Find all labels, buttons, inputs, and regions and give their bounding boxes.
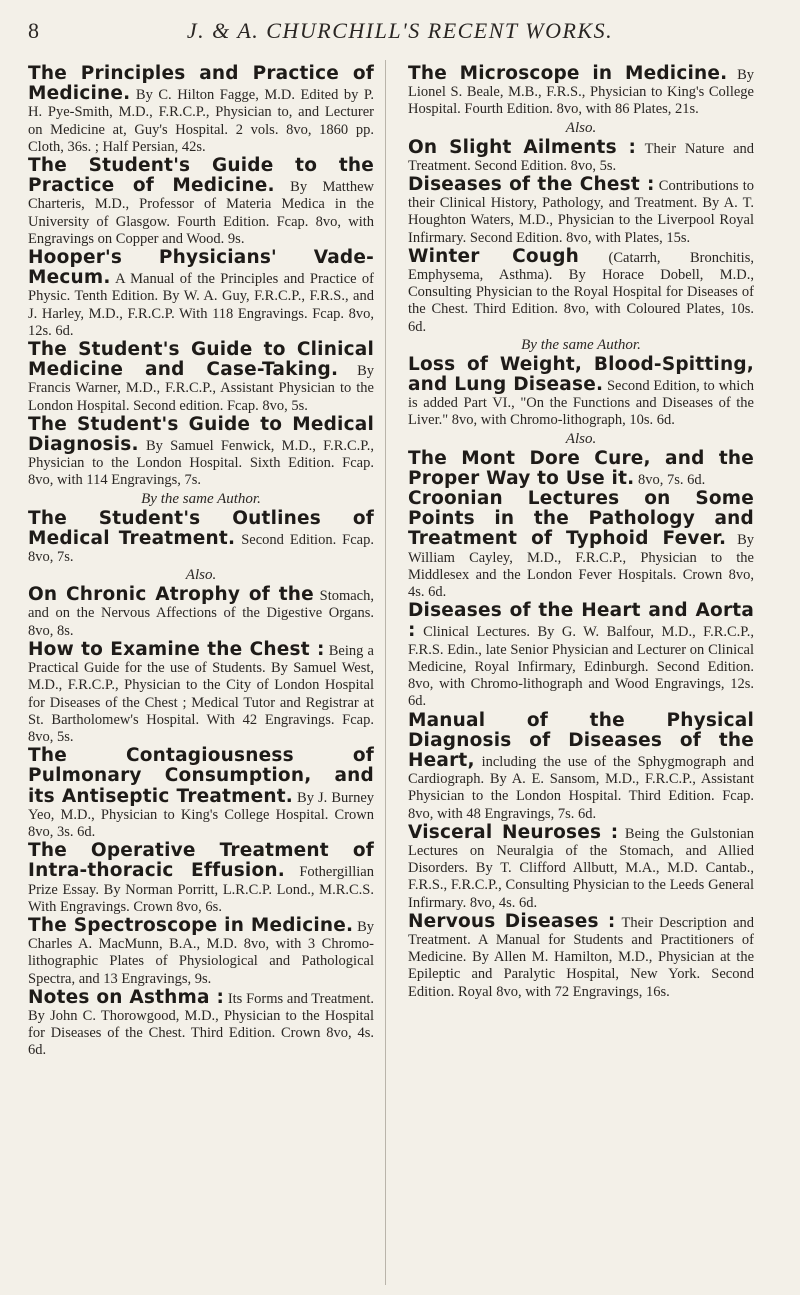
page-number: 8 xyxy=(28,18,39,43)
book-entry xyxy=(408,355,754,430)
book-description: A Manual of the Principles and Practice of Physic. Tenth Edition. By W. A. Guy, F.R.C.P., F.R.S., and J. Harley, M.D., F.R.C.P. With 118 Engravings. Fcap. 8vo, 12s. 6d. xyxy=(28,271,374,339)
book-title: The Student's Outlines of Medical Treatment. xyxy=(28,507,374,549)
book-entry xyxy=(408,449,754,489)
book-description: Stomach, and on the Nervous Affections of the Digestive Organs. 8vo, 8s. xyxy=(28,588,374,639)
book-entry xyxy=(28,415,374,490)
book-title: Diseases of the Heart and Aorta : xyxy=(408,600,754,642)
book-description: Fothergillian Prize Essay. By Norman Porritt, L.R.C.P. Lond., M.R.C.S. With Engravings. Crown 8vo, 6s. xyxy=(28,864,374,915)
book-description: Contributions to their Clinical History, Pathology, and Treatment. By A. T. Houghton Waters, M.D., Physician to the Liverpool Royal Infirmary. Second Edition. 8vo, with Plates, 15s. xyxy=(408,178,754,246)
book-entry xyxy=(408,175,754,247)
book-entry xyxy=(28,248,374,340)
book-title: Winter Cough xyxy=(408,245,580,267)
book-title: On Slight Ailments : xyxy=(408,136,637,158)
book-title: Notes on Asthma : xyxy=(28,986,225,1008)
book-title: Visceral Neuroses : xyxy=(408,821,619,843)
book-description: By Francis Warner, M.D., F.R.C.P., Assistant Physician to the London Hospital. Second edition. Fcap. 8vo, 5s. xyxy=(28,363,375,414)
book-description: Second Edition, to which is added Part VI., "On the Functions and Diseases of the Liver." 8vo, with Chromo-lithograph, 10s. 6d. xyxy=(408,378,754,429)
book-title: The Student's Guide to Clinical Medicine and Case-Taking. xyxy=(28,339,374,381)
book-title: The Principles and Practice of Medicine. xyxy=(28,63,374,105)
book-entry xyxy=(408,601,754,710)
book-description: Their Description and Treatment. A Manual for Students and Practitioners of Medicine. By Allen M. Hamilton, M.D., Physician at the Epileptic and Paralytic Hospital, New York. Second Edition. Royal 8vo, with 72 Engravings, 16s. xyxy=(408,914,755,1000)
book-entry xyxy=(28,988,374,1060)
book-entry xyxy=(28,340,374,415)
book-title: On Chronic Atrophy of the xyxy=(28,584,314,606)
book-entry xyxy=(28,916,374,988)
book-description: Clinical Lectures. By G. W. Balfour, M.D., F.R.C.P., F.R.S. Edin., late Senior Physician and Lecturer on Clinical Medicine, Royal Infirmary, Edinburgh. Second Edition. 8vo, with Chromo-lithograph and Wood Engravings, 12s. 6d. xyxy=(408,624,754,710)
book-title: The Contagiousness of Pulmonary Consumption, and its Antiseptic Treatment. xyxy=(28,745,374,807)
also-note: Also. xyxy=(565,119,597,136)
book-title: The Mont Dore Cure, and the Proper Way to Use it. xyxy=(408,447,754,489)
book-entry xyxy=(28,509,374,567)
book-title: The Operative Treatment of Intra-thoracic Effusion. xyxy=(28,840,374,882)
left-column xyxy=(28,64,374,1060)
book-description: Its Forms and Treatment. By John C. Thorowgood, M.D., Physician to the Hospital for Diseases of the Chest. Third Edition. Crown 8vo, 4s. 6d. xyxy=(28,990,375,1059)
running-head: J. & A. CHURCHILL'S RECENT WORKS. xyxy=(186,18,614,43)
book-title: The Spectroscope in Medicine. xyxy=(28,914,354,936)
book-description: By Lionel S. Beale, M.B., F.R.S., Physician to King's College Hospital. Fourth Edition. 8vo, with 86 Plates, 21s. xyxy=(408,67,754,118)
book-entry xyxy=(28,64,374,156)
book-entry xyxy=(28,841,374,916)
book-entry xyxy=(408,138,754,175)
book-description: Being a Practical Guide for the use of Students. By Samuel West, M.D., F.R.C.P., Physician to the City of London Hospital for Diseases of the Chest ; Medical Tutor and Registrar at St. Bartholomew's Hospital. With 42 Engravings. Fcap. 8vo, 5s. xyxy=(28,642,374,745)
book-title: How to Examine the Chest : xyxy=(28,638,325,660)
book-entry xyxy=(28,746,374,841)
book-entry xyxy=(408,823,754,912)
right-column xyxy=(408,64,754,1001)
book-description: Being the Gulstonian Lectures on Neuralgia of the Stomach, and Allied Disorders. By T. Clifford Allbutt, M.A., M.D. Cantab., F.R.S., F.R.C.P., Consulting Physician to the Leeds General Infirmary. 8vo, 4s. 6d. xyxy=(408,825,754,911)
book-title: Manual of the Physical Diagnosis of Diseases of the Heart, xyxy=(408,709,754,771)
book-description: By Matthew Charteris, M.D., Professor of Materia Medica in the University of Glasgow. Fourth Edition. Fcap. 8vo, with Engravings on Copper and Wood. 9s. xyxy=(28,179,375,247)
book-entry xyxy=(408,64,754,119)
book-description: By Charles A. MacMunn, B.A., M.D. 8vo, with 3 Chromo-lithographic Plates of Physiological and Pathological Spectra, and 13 Engravings, 9s. xyxy=(28,918,374,987)
book-description: 8vo, 7s. 6d. xyxy=(634,471,706,488)
book-entry xyxy=(28,640,374,746)
book-entry xyxy=(408,912,754,1001)
book-title: Nervous Diseases : xyxy=(408,910,616,932)
book-description: By J. Burney Yeo, M.D., Physician to King's College Hospital. Crown 8vo, 3s. 6d. xyxy=(28,789,375,840)
book-description: (Catarrh, Bronchitis, Emphysema, Asthma). By Horace Dobell, M.D., Consulting Physician to the Royal Hospital for Diseases of the Chest. Third Edition. 8vo, with Coloured Plates, 10s. 6d. xyxy=(408,249,754,335)
book-description: Second Edition. Fcap. 8vo, 7s. xyxy=(28,531,374,566)
column-divider xyxy=(385,60,386,1285)
book-entry xyxy=(408,247,754,336)
book-title: Croonian Lectures on Some Points in the Pathology and Treatment of Typhoid Fever. xyxy=(408,488,754,550)
book-title: Hooper's Physicians' Vade-Mecum. xyxy=(28,247,374,289)
book-title: Diseases of the Chest : xyxy=(408,174,655,196)
book-title: The Student's Guide to the Practice of Medicine. xyxy=(28,155,374,197)
also-note: Also. xyxy=(565,430,597,447)
also-note: Also. xyxy=(185,567,217,584)
book-entry xyxy=(28,156,374,248)
book-title: The Student's Guide to Medical Diagnosis. xyxy=(28,413,374,456)
book-entry xyxy=(408,489,754,601)
book-entry xyxy=(28,585,374,640)
book-entry xyxy=(408,711,754,823)
also-note: By the same Author. xyxy=(141,490,261,507)
also-note: By the same Author. xyxy=(521,336,641,353)
book-title: Loss of Weight, Blood-Spitting, and Lung Disease. xyxy=(408,353,754,396)
book-description: By William Cayley, M.D., F.R.C.P., Physician to the Middlesex and the London Fever Hospitals. Crown 8vo, 4s. 6d. xyxy=(408,532,754,601)
book-description: By C. Hilton Fagge, M.D. Edited by P. H. Pye-Smith, M.D., F.R.C.P., Physician to, and Lecturer on Medicine at, Guy's Hospital. 2 vols. 8vo, 1860 pp. Cloth, 36s. ; Half Persian, 42s. xyxy=(28,87,374,155)
book-description: By Samuel Fenwick, M.D., F.R.C.P., Physician to the London Hospital. Sixth Edition. Fcap. 8vo, with 114 Engravings, 7s. xyxy=(28,438,374,489)
book-title: The Microscope in Medicine. xyxy=(408,63,728,84)
book-description: Their Nature and Treatment. Second Edition. 8vo, 5s. xyxy=(408,140,755,174)
book-description: including the use of the Sphygmograph and Cardiograph. By A. E. Sansom, M.D., F.R.C.P., Assistant Physician to the London Hospital. Third Edition. Fcap. 8vo, with 48 Engravings, 7s. 6d. xyxy=(408,753,754,822)
